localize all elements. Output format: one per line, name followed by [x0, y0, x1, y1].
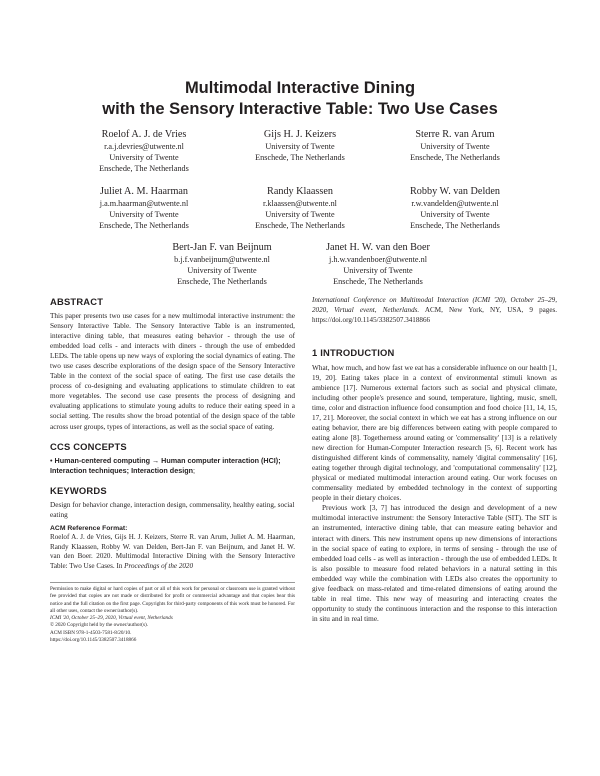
title-line-1: Multimodal Interactive Dining	[184, 79, 416, 97]
arrow-icon: →	[151, 455, 160, 465]
author-affiliation: University of Twente	[187, 266, 257, 276]
ccs-end: ;	[192, 465, 195, 475]
permission-isbn: ACM ISBN 978-1-4503-7581-8/20/10.	[50, 629, 132, 636]
permission-copyright: © 2020 Copyright held by the owner/author(s).	[50, 622, 149, 629]
author-location: Enschede, The Netherlands	[333, 277, 423, 287]
author-name: Gijs H. J. Keizers	[263, 129, 337, 140]
permission-doi[interactable]: https://doi.org/10.1145/3382507.3418866	[50, 636, 137, 643]
author-affiliation: University of Twente	[109, 210, 179, 220]
author-location: Enschede, The Netherlands	[99, 164, 189, 174]
ccs-concept-1: Human-centered computing	[54, 455, 150, 465]
author-email[interactable]: r.w.vandelden@utwente.nl	[411, 199, 499, 208]
author-email[interactable]: j.a.m.haarman@utwente.nl	[99, 199, 189, 208]
author-block	[278, 241, 478, 288]
acm-reference-publisher: ACM, New York, NY, USA, 9 pages. https://doi.org/10.1145/3382507.3418866	[312, 305, 557, 324]
ccs-concept-2: Human computer interaction (HCI)	[161, 455, 279, 465]
author-email[interactable]: r.a.j.devries@utwente.nl	[104, 142, 184, 151]
author-name: Robby W. van Delden	[410, 186, 500, 197]
keywords-text: Design for behavior change, interaction design, commensality, healthy eating, social eating	[50, 500, 295, 519]
author-name: Janet H. W. van den Boer	[326, 242, 430, 253]
title-line-2: with the Sensory Interactive Table: Two Use Cases	[102, 100, 498, 118]
author-location: Enschede, The Netherlands	[255, 153, 345, 163]
acm-reference-heading: ACM Reference Format:	[50, 524, 128, 532]
acm-reference-continued	[312, 296, 557, 326]
author-affiliation: University of Twente	[343, 266, 413, 276]
introduction-paragraph-2: Previous work [3, 7] has introduced the design and development of a new multimodal interactive instrument: the Sensory Interactive Table (SIT). The SIT is an instrumented, interactive dining table, that can measure eating behavior and interact with diners. This new instrument opens up new dimensions of interactions in the social space of eating to explore, in terms of sensing - through the use of embedded load cells - as well as interaction - through the use of embedded LEDs. It is also possible to measure food related behaviors in a natural setting in this embedded way while the combination with LEDs also creates the opportunity to give feedback on mass-related and time-related dimensions of eating around the table in real time. This new way of measuring and interacting creates the opportunity to study the continuous interaction and the response to this interaction in situ and in real time.	[312, 504, 557, 623]
author-block	[355, 128, 555, 163]
permission-block	[50, 586, 295, 644]
acm-reference-plain: Roelof A. J. de Vries, Gijs H. J. Keizers, Sterre R. van Arum, Juliet A. M. Haarman, Randy Klaassen, Robby W. van Delden, Bert-Jan F. van Beijnum, and Janet H. W. van den Boer. 2020. Multimodal Interactive Dining with the Sensory Interactive Table: Two Use Cases. In	[50, 532, 295, 571]
footnote-divider	[50, 582, 295, 583]
author-email[interactable]: r.klaassen@utwente.nl	[263, 199, 337, 208]
ccs-bullet: •	[50, 455, 53, 465]
permission-text: Permission to make digital or hard copies of part or all of this work for personal or classroom use is granted without fee provided that copies are not made or distributed for profit or commercial advantage and that copies bear this notice and the full citation on the first page. Copyrights for third-party components of this work must be honored. For all other uses, contact the owner/author(s).	[50, 586, 295, 614]
author-affiliation: University of Twente	[109, 153, 179, 163]
author-affiliation: University of Twente	[420, 210, 490, 220]
author-location: Enschede, The Netherlands	[255, 221, 345, 231]
ccs-concept-3: ; Interaction techniques; Interaction design	[50, 455, 281, 475]
ccs-concepts	[50, 456, 295, 476]
author-location: Enschede, The Netherlands	[99, 221, 189, 231]
author-email[interactable]: j.h.w.vandenboer@utwente.nl	[329, 255, 427, 264]
author-block	[355, 185, 555, 232]
left-column	[50, 296, 295, 644]
author-email[interactable]: b.j.f.vanbeijnum@utwente.nl	[174, 255, 270, 264]
author-name: Randy Klaassen	[267, 186, 333, 197]
author-location: Enschede, The Netherlands	[177, 277, 267, 287]
author-name: Roelof A. J. de Vries	[101, 129, 187, 140]
author-affiliation: University of Twente	[265, 142, 335, 151]
author-name: Bert-Jan F. van Beijnum	[172, 242, 272, 253]
author-location: Enschede, The Netherlands	[410, 221, 500, 231]
ccs-heading: CCS CONCEPTS	[50, 440, 127, 452]
acm-reference-italic: Proceedings of the 2020	[124, 562, 194, 571]
paper-title	[0, 78, 600, 120]
right-column	[312, 296, 557, 624]
acm-reference-text	[50, 533, 295, 573]
permission-venue: ICMI '20, October 25–29, 2020, Virtual event, Netherlands	[50, 615, 173, 622]
abstract-heading: ABSTRACT	[50, 296, 104, 307]
author-name: Sterre R. van Arum	[415, 129, 495, 140]
acm-reference-venue: International Conference on Multimodal Interaction (ICMI '20), October 25–29, 2020, Virtual event, Netherlands.	[312, 296, 557, 314]
introduction-heading: 1 INTRODUCTION	[312, 346, 395, 358]
author-location: Enschede, The Netherlands	[410, 153, 500, 163]
introduction-paragraph-1: What, how much, and how fast we eat has a considerable influence on our health [1, 19, 20]. Eating takes place in a context of environmental stimuli known as ambience [17]. Numerous external factors such as social and physical climate, including other people's presence and sound, temperature, lighting, music, smell, time, color and distraction influence food consumption and food choice [11, 14, 15, 17, 21]. Moreover, the social context in which we eat has a strong influence on our eating behavior, there are big differences between eating with people compared to eating alone [8]. Togetherness around eating or 'commensality' [13] is a relatively new direction for Human-Computer Interaction research [5, 6]. Recent work has distinguished different kinds of commensality, namely 'digital commensality' [16], eating together through digital technology, and 'computational commensality' [12], physical or mediated multimodal interaction around eating. Our work focuses on commensality mediated by embedded technology in the context of supporting people in their dietary choices.	[312, 363, 557, 503]
keywords-heading: KEYWORDS	[50, 484, 107, 496]
author-affiliation: University of Twente	[265, 210, 335, 220]
author-affiliation: University of Twente	[420, 142, 490, 151]
author-name: Juliet A. M. Haarman	[100, 186, 188, 197]
abstract-text: This paper presents two use cases for a new multimodal interactive instrument: the Sensory Interactive Table. The Sensory Interactive Table is an instrumented, interactive dining table, that measures eating behavior - through the use of embedded load cells - and interacts with diners - through the use of embedded LEDs. The table opens up new ways of exploring the social dynamics of eating. The two use cases describe explorations of the design space of the Sensory Interactive Table in the context of the social space of eating. The first use case details the process of co-designing and evaluating applications to stimulate children to eat more vegetables. The second use case presents the process of designing and evaluating applications to stimulate young adults to reduce their eating speed in a social setting. The results show the broad potential of the design space of the table across user groups, types of interactions, as well as the social space of eating.	[50, 312, 295, 431]
